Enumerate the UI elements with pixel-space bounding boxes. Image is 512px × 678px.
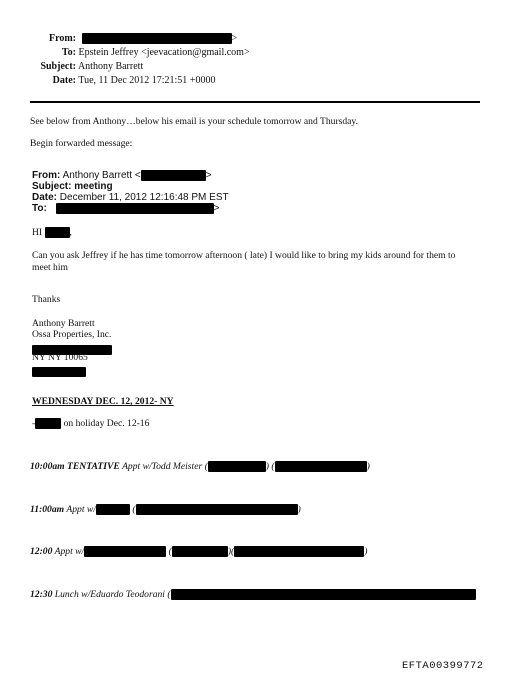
schedule-text: Appt w/ xyxy=(66,504,96,515)
to-label: To: xyxy=(61,47,76,58)
fwd-to-close: > xyxy=(213,203,220,215)
holiday-text: on holiday Dec. 12-16 xyxy=(63,418,150,429)
holiday-prefix: - xyxy=(32,418,36,429)
fwd-subject-label: Subject: xyxy=(32,181,72,192)
fwd-subject-row xyxy=(32,181,113,192)
redaction-block xyxy=(141,170,206,181)
signature-phone-redacted xyxy=(32,363,86,381)
header-divider xyxy=(30,101,480,103)
schedule-separator: ( xyxy=(132,504,136,515)
greeting-comma: , xyxy=(69,227,72,238)
redaction-block xyxy=(56,203,214,214)
schedule-separator: )( xyxy=(227,546,235,557)
schedule-end: ) xyxy=(364,546,368,557)
fwd-to-label: To: xyxy=(32,203,47,215)
schedule-item xyxy=(30,504,301,515)
from-label: From: xyxy=(48,33,76,44)
thanks: Thanks xyxy=(32,294,61,305)
fwd-from-label: From: xyxy=(32,170,61,182)
date-label: Date: xyxy=(52,75,76,86)
schedule-item xyxy=(30,461,370,472)
header-subject-row xyxy=(38,61,143,72)
fwd-from-row xyxy=(32,170,212,181)
schedule-separator: ) ( xyxy=(265,461,275,472)
signature-name: Anthony Barrett xyxy=(32,318,95,329)
redaction-block xyxy=(136,504,298,515)
fwd-date-value: December 11, 2012 12:16:48 PM EST xyxy=(59,192,229,203)
redaction-block xyxy=(32,367,86,377)
redaction-block xyxy=(171,589,476,600)
fwd-subject-value: meeting xyxy=(74,181,113,192)
schedule-item xyxy=(30,589,476,600)
redaction-block xyxy=(96,504,130,515)
redaction-block xyxy=(45,227,70,238)
body-line-1: Can you ask Jeffrey if he has time tomorrow afternoon ( late) I would like to bring my kids around for them to xyxy=(32,250,456,261)
fwd-date-row xyxy=(32,192,229,203)
subject-value: Anthony Barrett xyxy=(77,61,144,72)
date-value: Tue, 11 Dec 2012 17:21:51 +0000 xyxy=(78,75,216,86)
to-value: Epstein Jeffrey <jeevacation@gmail.com> xyxy=(78,47,250,58)
schedule-text: Appt w/Todd Meister ( xyxy=(122,461,208,472)
redaction-block xyxy=(275,461,367,472)
header-to-row xyxy=(47,47,250,58)
intro-line: See below from Anthony…below his email is your schedule tomorrow and Thursday. xyxy=(30,116,358,127)
schedule-time: 10:00am TENTATIVE xyxy=(30,461,120,472)
greeting-line xyxy=(32,227,72,238)
subject-label: Subject: xyxy=(40,61,76,72)
redaction-block xyxy=(208,461,266,472)
schedule-time: 12:00 xyxy=(30,546,53,557)
schedule-time: 11:00am xyxy=(30,504,65,515)
document-id: EFTA00399772 xyxy=(402,660,484,672)
header-from-row xyxy=(47,33,237,44)
holiday-line xyxy=(32,418,149,429)
redaction-block xyxy=(84,546,166,557)
body-line-2: meet him xyxy=(32,262,68,273)
forward-notice: Begin forwarded message: xyxy=(30,138,133,149)
fwd-date-label: Date: xyxy=(32,192,58,203)
redaction-block xyxy=(82,33,232,44)
signature-city: NY NY 10065 xyxy=(32,352,88,363)
fwd-from-close: > xyxy=(205,170,212,182)
fwd-from-name: Anthony Barrett < xyxy=(62,170,141,182)
redaction-block xyxy=(35,418,61,429)
schedule-end: ) xyxy=(366,461,370,472)
schedule-item xyxy=(30,546,367,557)
from-suffix: > xyxy=(231,33,238,44)
schedule-separator: ( xyxy=(168,546,172,557)
schedule-time: 12:30 xyxy=(30,589,53,600)
schedule-end: ) xyxy=(297,504,301,515)
schedule-text: Appt w/ xyxy=(54,546,85,557)
fwd-to-row xyxy=(32,203,219,214)
schedule-text: Lunch w/Eduardo Teodorani ( xyxy=(54,589,171,600)
greeting: HI xyxy=(32,227,43,238)
header-date-row xyxy=(47,75,215,86)
signature-company: Ossa Properties, Inc. xyxy=(32,329,112,340)
redaction-block xyxy=(234,546,364,557)
schedule-heading: WEDNESDAY DEC. 12, 2012- NY xyxy=(32,396,174,407)
redaction-block xyxy=(172,546,228,557)
